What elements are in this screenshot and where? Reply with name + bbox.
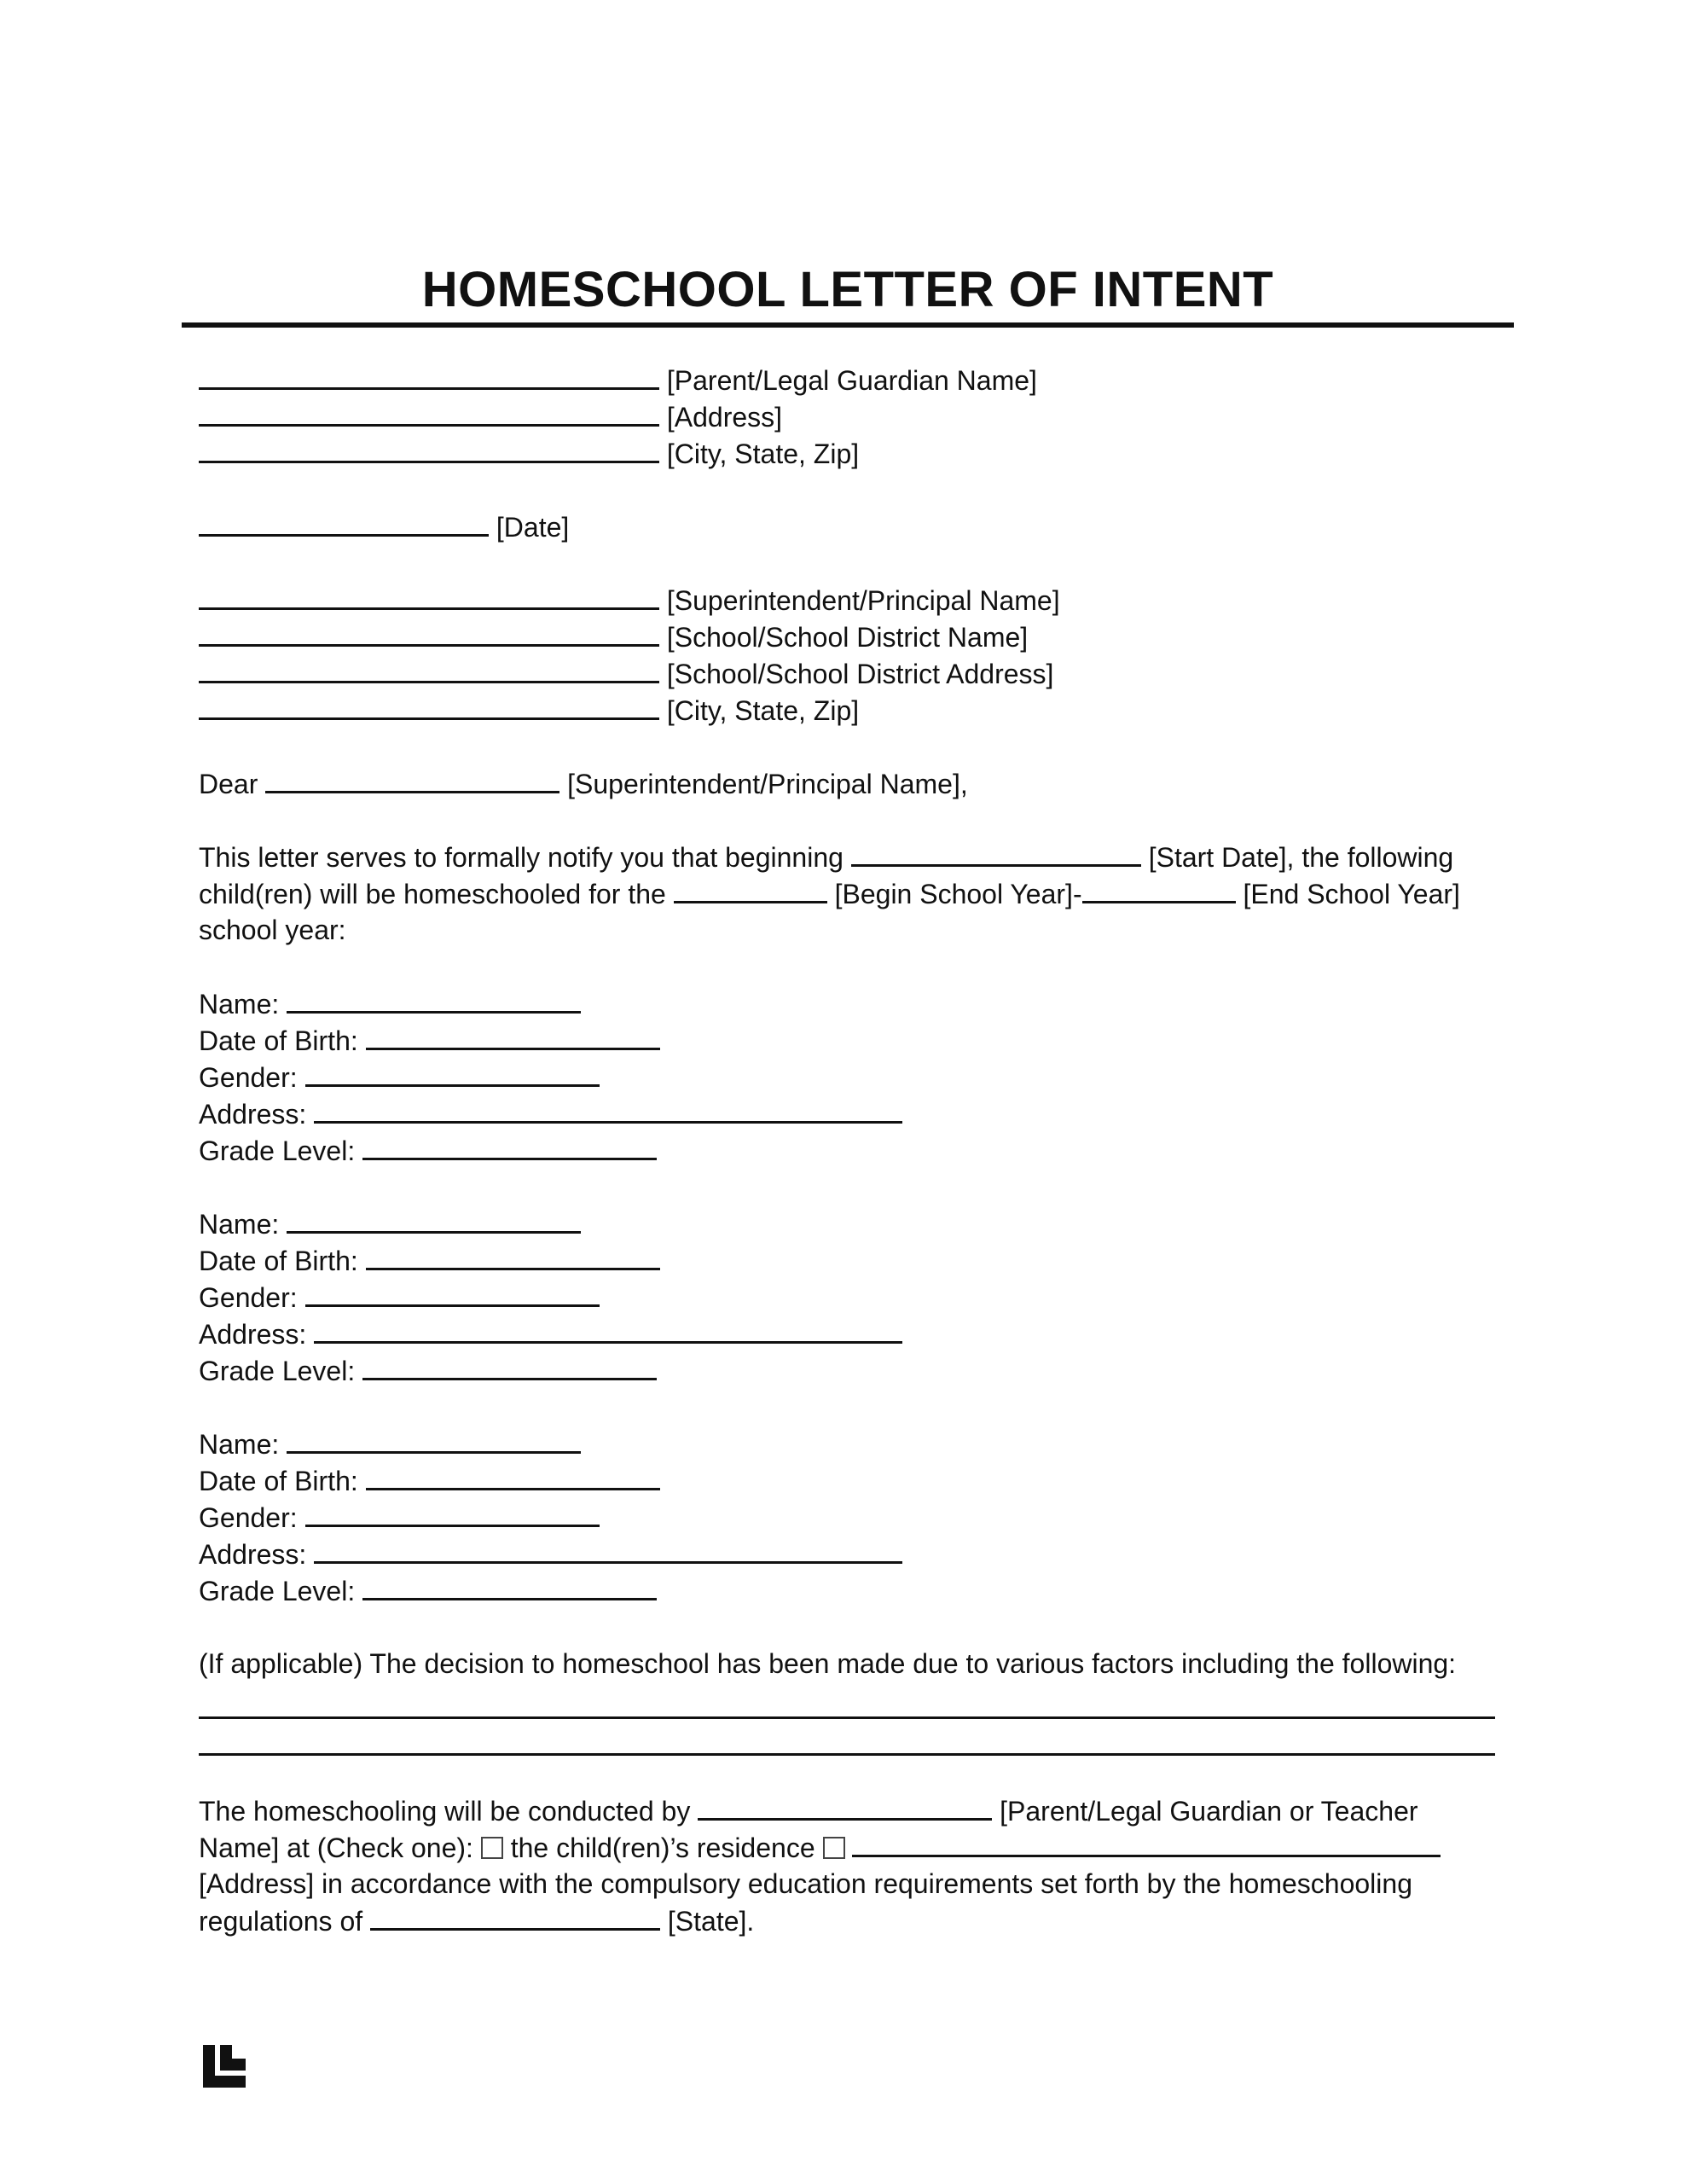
intro-line-3 [199,912,1495,949]
letter-body [199,362,1495,1939]
residence-checkbox[interactable] [481,1837,503,1859]
child-2-gender-field[interactable] [305,1279,600,1307]
child-1-dob-field[interactable] [366,1022,660,1050]
conducted-line-2 [199,1829,1495,1866]
child-3-dob-field[interactable] [366,1462,660,1490]
child-gender-label: Gender: [199,1062,298,1093]
child-1-gender-line [199,1059,1495,1095]
child-address-label: Address: [199,1539,307,1570]
begin-year-label: [Begin School Year]- [834,879,1082,909]
end-year-field[interactable] [1082,875,1236,903]
salutation-line [199,765,1495,802]
conductor-label: [Parent/Legal Guardian or Teacher [1000,1796,1418,1827]
child-1-name-field[interactable] [287,985,581,1014]
conducted-line-3 [199,1866,1495,1902]
other-address-field[interactable] [852,1829,1441,1857]
recipient-district-address-line [199,655,1495,692]
child-2-name-field[interactable] [287,1205,581,1234]
sender-city-field[interactable] [199,435,659,463]
child-3-gender-field[interactable] [305,1499,600,1527]
recipient-district-line [199,619,1495,655]
sender-name-label: [Parent/Legal Guardian Name] [666,365,1037,396]
child-3-dob-line [199,1462,1495,1499]
sender-address-line [199,398,1495,435]
child-1-address-line [199,1095,1495,1132]
residence-option-label: the child(ren)’s residence [510,1833,815,1863]
sender-address-label: [Address] [666,402,783,433]
child-2-name-line [199,1205,1495,1242]
child-1-gender-field[interactable] [305,1059,600,1087]
intro-text-2: child(ren) will be homeschooled for the [199,879,666,909]
conducted-line-4 [199,1902,1495,1939]
state-field[interactable] [370,1902,660,1931]
reasons-line [199,1646,1495,1682]
date-line [199,508,1495,545]
begin-year-field[interactable] [674,875,827,903]
child-2-grade-field[interactable] [362,1352,657,1380]
conducted-line-1 [199,1792,1495,1829]
document-title: HOMESCHOOL LETTER OF INTENT [421,262,1274,317]
recipient-city-label: [City, State, Zip] [666,695,860,726]
intro-text-1: This letter serves to formally notify you that beginning [199,842,844,873]
child-address-label: Address: [199,1319,307,1350]
child-grade-label: Grade Level: [199,1136,356,1166]
child-3-name-line [199,1426,1495,1462]
child-grade-label: Grade Level: [199,1576,356,1606]
recipient-name-field[interactable] [199,582,659,610]
child-3-name-field[interactable] [287,1426,581,1454]
sender-city-label: [City, State, Zip] [666,439,860,469]
child-1-address-field[interactable] [314,1095,902,1124]
title-rule [182,322,1514,328]
child-3-grade-field[interactable] [362,1572,657,1600]
child-3-address-line [199,1536,1495,1572]
child-name-label: Name: [199,1429,280,1460]
conducted-text-4: regulations of [199,1906,363,1937]
child-3-gender-line [199,1499,1495,1536]
reasons-field-1[interactable] [199,1682,1495,1719]
child-1-name-line [199,985,1495,1022]
child-3-grade-line [199,1572,1495,1609]
salutation-name-field[interactable] [265,765,559,793]
sender-address-field[interactable] [199,398,659,427]
recipient-district-field[interactable] [199,619,659,647]
child-2-dob-line [199,1242,1495,1279]
recipient-name-label: [Superintendent/Principal Name] [666,585,1060,616]
conducted-text-1: The homeschooling will be conducted by [199,1796,691,1827]
recipient-name-line [199,582,1495,619]
child-3-address-field[interactable] [314,1536,902,1564]
sender-name-field[interactable] [199,362,659,390]
sender-name-line [199,362,1495,398]
recipient-district-address-field[interactable] [199,655,659,683]
child-gender-label: Gender: [199,1502,298,1533]
child-2-address-line [199,1316,1495,1352]
salutation-label: [Superintendent/Principal Name], [567,769,968,799]
child-name-label: Name: [199,1209,280,1240]
child-1-grade-field[interactable] [362,1132,657,1160]
other-address-checkbox[interactable] [823,1837,845,1859]
date-label: [Date] [496,512,570,543]
child-dob-label: Date of Birth: [199,1246,358,1276]
intro-line-2 [199,875,1495,912]
conducted-text-3: [Address] in accordance with the compulsory education requirements set forth by the homeschooling [199,1868,1412,1899]
child-dob-label: Date of Birth: [199,1466,358,1496]
recipient-city-line [199,692,1495,729]
recipient-city-field[interactable] [199,692,659,720]
start-date-field[interactable] [851,839,1141,867]
date-field[interactable] [199,508,489,537]
child-2-gender-line [199,1279,1495,1316]
document-logo-icon [203,2045,246,2088]
conducted-text-2: Name] at (Check one): [199,1833,473,1863]
sender-city-line [199,435,1495,472]
recipient-district-label: [School/School District Name] [666,622,1029,653]
child-dob-label: Date of Birth: [199,1025,358,1056]
child-2-address-field[interactable] [314,1316,902,1344]
end-year-label: [End School Year] [1243,879,1460,909]
intro-text-3: school year: [199,915,346,945]
child-address-label: Address: [199,1099,307,1130]
child-1-grade-line [199,1132,1495,1169]
child-gender-label: Gender: [199,1282,298,1313]
recipient-district-address-label: [School/School District Address] [666,659,1054,689]
child-name-label: Name: [199,989,280,1019]
child-2-grade-line [199,1352,1495,1389]
salutation-prefix: Dear [199,769,258,799]
reasons-field-2[interactable] [199,1719,1495,1756]
reasons-text: (If applicable) The decision to homeschool has been made due to various factors including the following: [199,1648,1457,1679]
child-1-dob-line [199,1022,1495,1059]
intro-line-1 [199,839,1495,875]
conductor-name-field[interactable] [698,1792,992,1821]
child-2-dob-field[interactable] [366,1242,660,1270]
start-date-label: [Start Date], the following [1148,842,1454,873]
child-grade-label: Grade Level: [199,1356,356,1386]
state-label: [State]. [667,1906,755,1937]
